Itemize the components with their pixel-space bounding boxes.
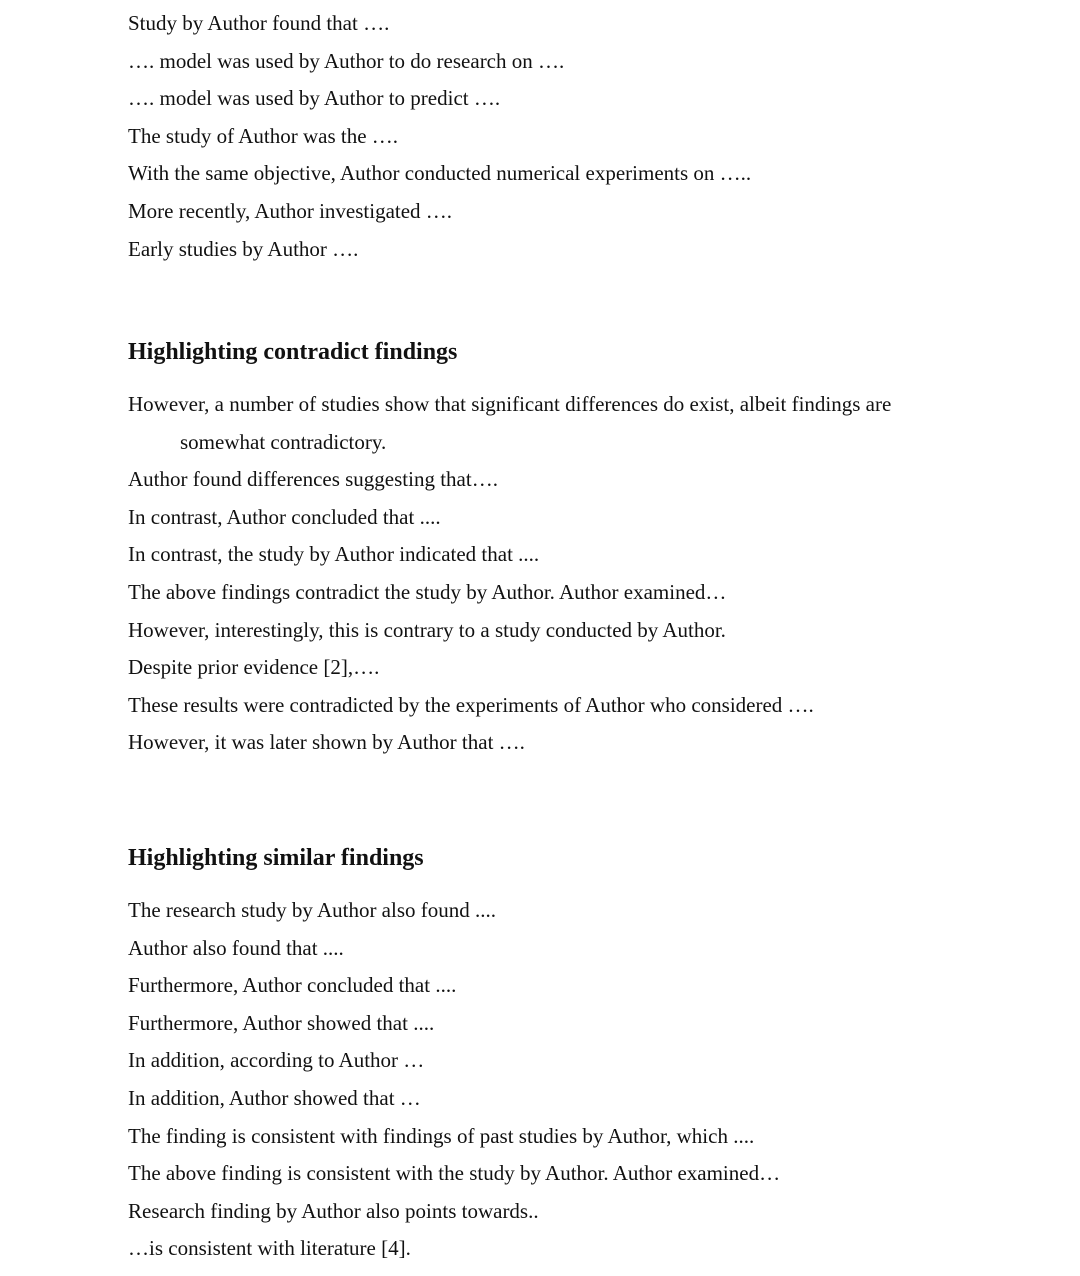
contradict-phrase-list <box>128 386 1028 762</box>
phrase-line: Furthermore, Author concluded that .... <box>128 973 457 998</box>
phrase-line: Study by Author found that …. <box>128 11 390 35</box>
phrase-line: However, a number of studies show that significant differences do exist, albeit findings are <box>128 392 892 416</box>
phrase-line: With the same objective, Author conducted numerical experiments on ….. <box>128 161 752 186</box>
phrase-line: In addition, according to Author … <box>128 1048 425 1073</box>
phrase-line: In addition, Author showed that … <box>128 1085 421 1110</box>
phrase-line: Despite prior evidence [2],…. <box>128 655 380 680</box>
section-heading-similar: Highlighting similar findings <box>128 845 424 871</box>
phrase-line: In contrast, the study by Author indicated that .... <box>128 542 540 567</box>
phrase-line: …is consistent with literature [4]. <box>128 1236 411 1261</box>
phrase-line-continuation: somewhat contradictory. <box>180 429 387 454</box>
phrase-line: The finding is consistent with findings of past studies by Author, which .... <box>128 1123 755 1148</box>
phrase-line: The above finding is consistent with the study by Author. Author examined… <box>128 1161 781 1186</box>
phrase-line: Furthermore, Author showed that .... <box>128 1010 435 1035</box>
phrase-line: In contrast, Author concluded that .... <box>128 504 441 529</box>
phrase-line: The research study by Author also found .... <box>128 898 497 922</box>
phrase-line: Author also found that .... <box>128 935 344 960</box>
phrase-line: Early studies by Author …. <box>128 236 359 261</box>
phrase-line: These results were contradicted by the experiments of Author who considered …. <box>128 692 814 717</box>
intro-phrase-list <box>128 5 1028 268</box>
phrase-line: …. model was used by Author to do research on …. <box>128 48 565 73</box>
phrase-line: The study of Author was the …. <box>128 123 399 148</box>
section-heading-contradict: Highlighting contradict findings <box>128 339 458 365</box>
phrase-line: However, it was later shown by Author that …. <box>128 730 525 755</box>
phrase-line: The above findings contradict the study by Author. Author examined… <box>128 579 727 604</box>
phrase-line: Research finding by Author also points towards.. <box>128 1198 539 1223</box>
similar-phrase-list <box>128 892 1028 1268</box>
phrase-line: More recently, Author investigated …. <box>128 198 453 223</box>
phrase-line: …. model was used by Author to predict …. <box>128 86 501 111</box>
phrase-line: However, interestingly, this is contrary to a study conducted by Author. <box>128 617 726 642</box>
phrase-line: Author found differences suggesting that…. <box>128 467 498 492</box>
